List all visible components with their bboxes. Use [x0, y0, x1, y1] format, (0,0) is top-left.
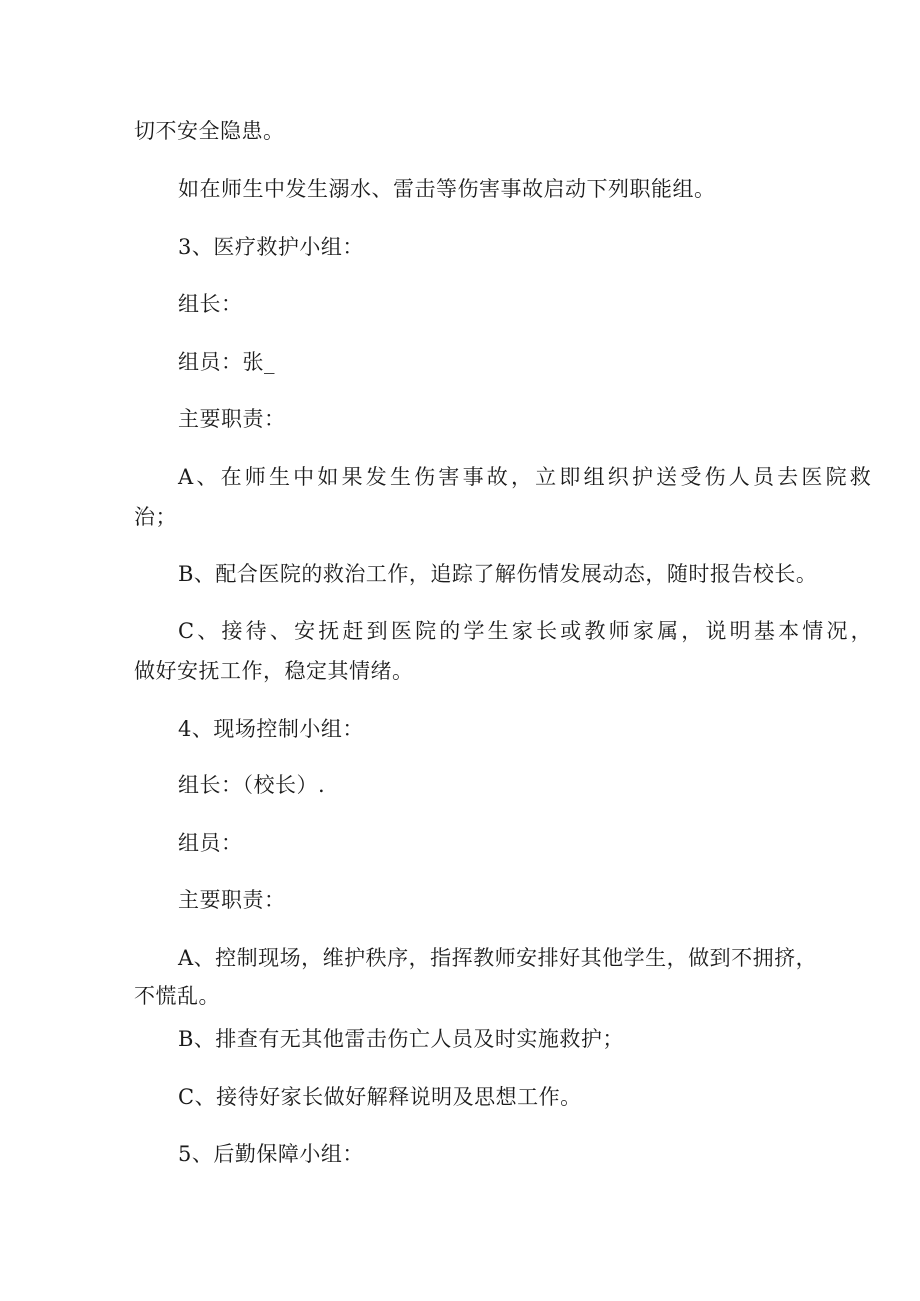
medical-duty-b: B、配合医院的救治工作，追踪了解伤情发展动态，随时报告校长。	[178, 562, 818, 586]
onsite-duty-a-continued: 不慌乱。	[134, 984, 220, 1008]
section-heading-logistics: 5、后勤保障小组：	[178, 1142, 364, 1166]
medical-duty-a: A、在师生中如果发生伤害事故，立即组织护送受伤人员去医院救	[178, 465, 874, 489]
medical-members: 组员：张_	[178, 350, 275, 374]
section-heading-onsite: 4、现场控制小组：	[178, 717, 364, 741]
onsite-leader: 组长：（校长）.	[178, 773, 326, 797]
medical-duty-a-continued: 治；	[134, 505, 177, 529]
medical-duties-heading: 主要职责：	[178, 407, 286, 431]
medical-duty-c-continued: 做好安抚工作，稳定其情绪。	[134, 659, 414, 683]
section-heading-medical: 3、医疗救护小组：	[178, 235, 364, 259]
onsite-duty-b: B、排查有无其他雷击伤亡人员及时实施救护；	[178, 1027, 624, 1051]
paragraph-intro: 如在师生中发生溺水、雷击等伤害事故启动下列职能组。	[178, 177, 716, 201]
onsite-duty-c: C、接待好家长做好解释说明及思想工作。	[178, 1085, 582, 1109]
medical-duty-c: C、接待、安抚赶到医院的学生家长或教师家属，说明基本情况，	[178, 619, 875, 643]
onsite-members: 组员：	[178, 831, 243, 855]
paragraph-continuation: 切不安全隐患。	[134, 119, 285, 143]
medical-leader: 组长：	[178, 292, 243, 316]
onsite-duties-heading: 主要职责：	[178, 888, 286, 912]
onsite-duty-a: A、控制现场，维护秩序，指挥教师安排好其他学生，做到不拥挤，	[178, 946, 818, 970]
